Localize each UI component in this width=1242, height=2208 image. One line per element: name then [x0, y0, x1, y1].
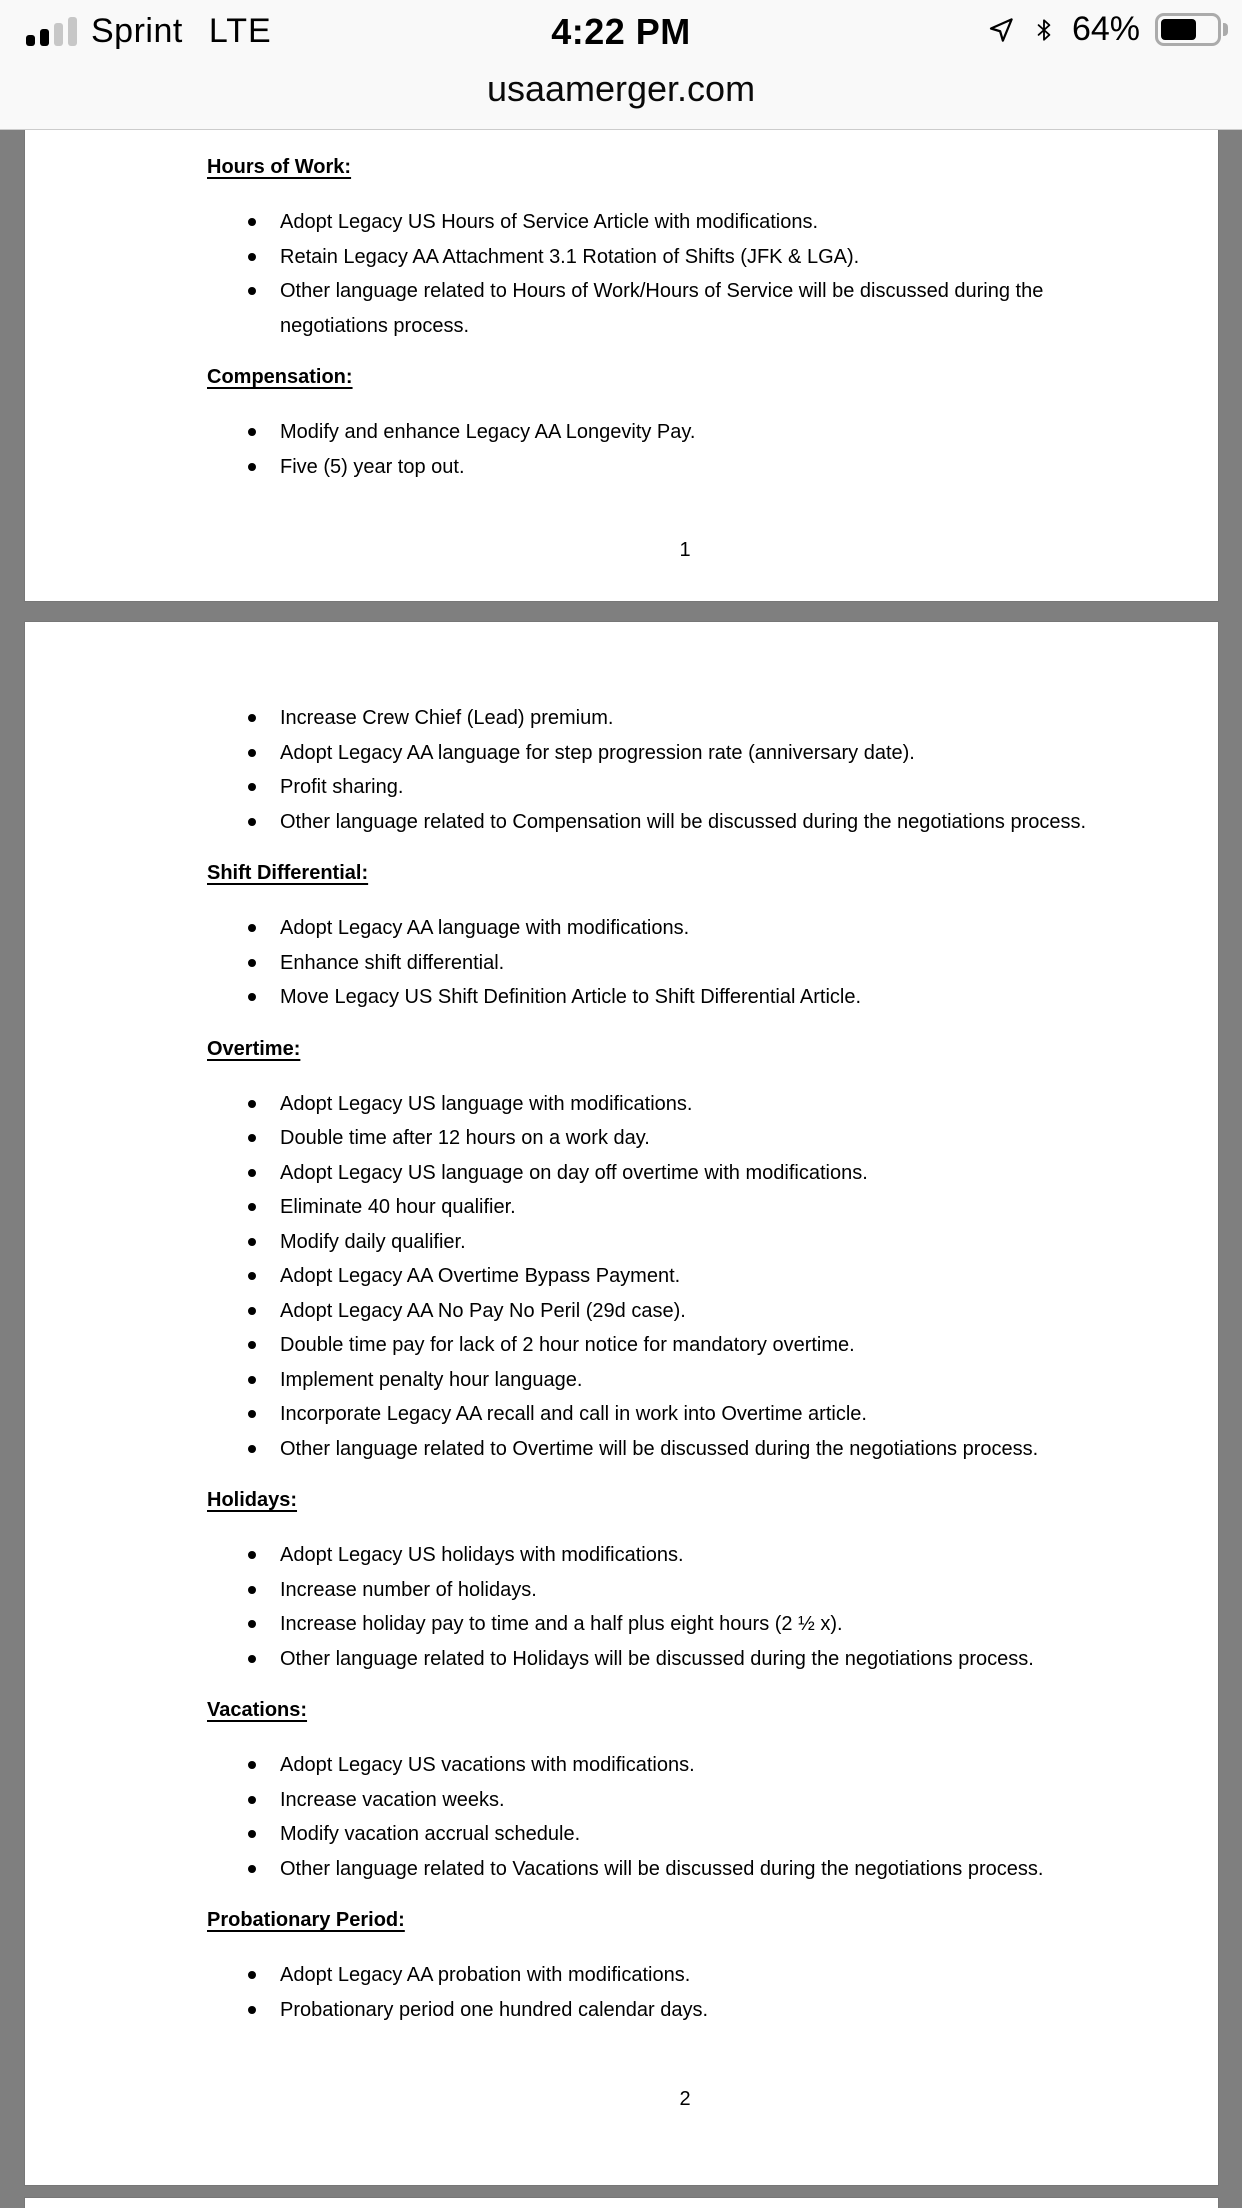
- bullet-item: Adopt Legacy US vacations with modifications.: [280, 1748, 1118, 1783]
- bullet-item: Increase number of holidays.: [280, 1573, 1118, 1608]
- bullet-item: Five (5) year top out.: [280, 450, 1118, 485]
- bullet-list: [207, 415, 1118, 484]
- section-heading: Overtime:: [207, 1037, 301, 1060]
- bullet-item: Incorporate Legacy AA recall and call in work into Overtime article.: [280, 1397, 1118, 1432]
- section-heading: Probationary Period:: [207, 1909, 405, 1931]
- status-clock: 4:22 PM: [551, 11, 691, 52]
- bullet-item: Increase vacation weeks.: [280, 1783, 1118, 1818]
- bullet-item: Double time after 12 hours on a work day.: [280, 1121, 1118, 1156]
- bullet-item: Profit sharing.: [280, 770, 1118, 805]
- section-heading: Hours of Work:: [207, 156, 352, 178]
- bullet-list: [207, 205, 1118, 343]
- bullet-item: Increase holiday pay to time and a half plus eight hours (2 ½ x).: [280, 1607, 1118, 1642]
- pdf-page-1: [25, 130, 1218, 601]
- battery-icon: [1155, 13, 1228, 46]
- section-heading: Vacations:: [207, 1699, 308, 1721]
- bullet-list: [207, 911, 1118, 1015]
- bullet-item: Modify vacation accrual schedule.: [280, 1817, 1118, 1852]
- url-text[interactable]: usaamerger.com: [486, 68, 756, 109]
- bullet-item: Adopt Legacy US language on day off overtime with modifications.: [280, 1156, 1118, 1191]
- bullet-item: Double time pay for lack of 2 hour notice for mandatory overtime.: [280, 1328, 1118, 1363]
- location-arrow-icon: [986, 15, 1016, 45]
- section-heading: Holidays:: [207, 1489, 298, 1511]
- bullet-item: Adopt Legacy US holidays with modifications.: [280, 1538, 1118, 1573]
- bullet-item: Modify daily qualifier.: [280, 1225, 1118, 1260]
- carrier-cluster: [26, 12, 272, 51]
- bullet-item: Enhance shift differential.: [280, 946, 1118, 981]
- bullet-item: Implement penalty hour language.: [280, 1363, 1118, 1398]
- bullet-item: Move Legacy US Shift Definition Article to Shift Differential Article.: [280, 980, 1118, 1015]
- bullet-item: Adopt Legacy US language with modifications.: [280, 1087, 1118, 1122]
- page-2-sections: [207, 701, 1118, 2027]
- status-right-cluster: [986, 10, 1228, 49]
- bullet-item: Adopt Legacy AA No Pay No Peril (29d case).: [280, 1294, 1118, 1329]
- bullet-item: Adopt Legacy AA probation with modifications.: [280, 1958, 1118, 1993]
- bullet-item: Modify and enhance Legacy AA Longevity Pay.: [280, 415, 1118, 450]
- network-type-label: LTE: [208, 12, 272, 50]
- page-number: 2: [679, 2088, 691, 2110]
- section-heading: Compensation:: [207, 366, 353, 388]
- bullet-item: Increase Crew Chief (Lead) premium.: [280, 701, 1118, 736]
- bullet-item: Adopt Legacy AA Overtime Bypass Payment.: [280, 1259, 1118, 1294]
- signal-strength-icon: [26, 17, 77, 46]
- browser-chrome: [0, 0, 1242, 130]
- bullet-item: Other language related to Vacations will be discussed during the negotiations process.: [280, 1852, 1118, 1887]
- bullet-item: Other language related to Hours of Work/Hours of Service will be discussed during the negotiations process.: [280, 274, 1118, 343]
- bullet-list: [207, 1087, 1118, 1467]
- bullet-item: Retain Legacy AA Attachment 3.1 Rotation of Shifts (JFK & LGA).: [280, 240, 1118, 275]
- section-heading: Shift Differential:: [207, 862, 369, 884]
- bullet-list: [207, 701, 1118, 839]
- bullet-item: Other language related to Overtime will be discussed during the negotiations process.: [280, 1432, 1118, 1467]
- status-bar: [0, 0, 1242, 58]
- bullet-item: Adopt Legacy US Hours of Service Article with modifications.: [280, 205, 1118, 240]
- bullet-item: Probationary period one hundred calendar days.: [280, 1993, 1118, 2028]
- bullet-list: [207, 1958, 1118, 2027]
- bluetooth-icon: [1031, 14, 1057, 46]
- page-number: 1: [679, 539, 691, 561]
- bullet-item: Adopt Legacy AA language with modifications.: [280, 911, 1118, 946]
- bullet-list: [207, 1538, 1118, 1676]
- bullet-list: [207, 1748, 1118, 1886]
- battery-percent-label: 64%: [1071, 10, 1140, 48]
- page-1-sections: [207, 150, 1118, 484]
- carrier-label: Sprint: [91, 12, 183, 50]
- bullet-item: Adopt Legacy AA language for step progression rate (anniversary date).: [280, 736, 1118, 771]
- bullet-item: Eliminate 40 hour qualifier.: [280, 1190, 1118, 1225]
- url-bar[interactable]: [0, 58, 1242, 128]
- pdf-page-3-top-edge: [25, 2198, 1218, 2208]
- bullet-item: Other language related to Holidays will be discussed during the negotiations process.: [280, 1642, 1118, 1677]
- pdf-page-2: [25, 622, 1218, 2185]
- bullet-item: Other language related to Compensation will be discussed during the negotiations process.: [280, 805, 1118, 840]
